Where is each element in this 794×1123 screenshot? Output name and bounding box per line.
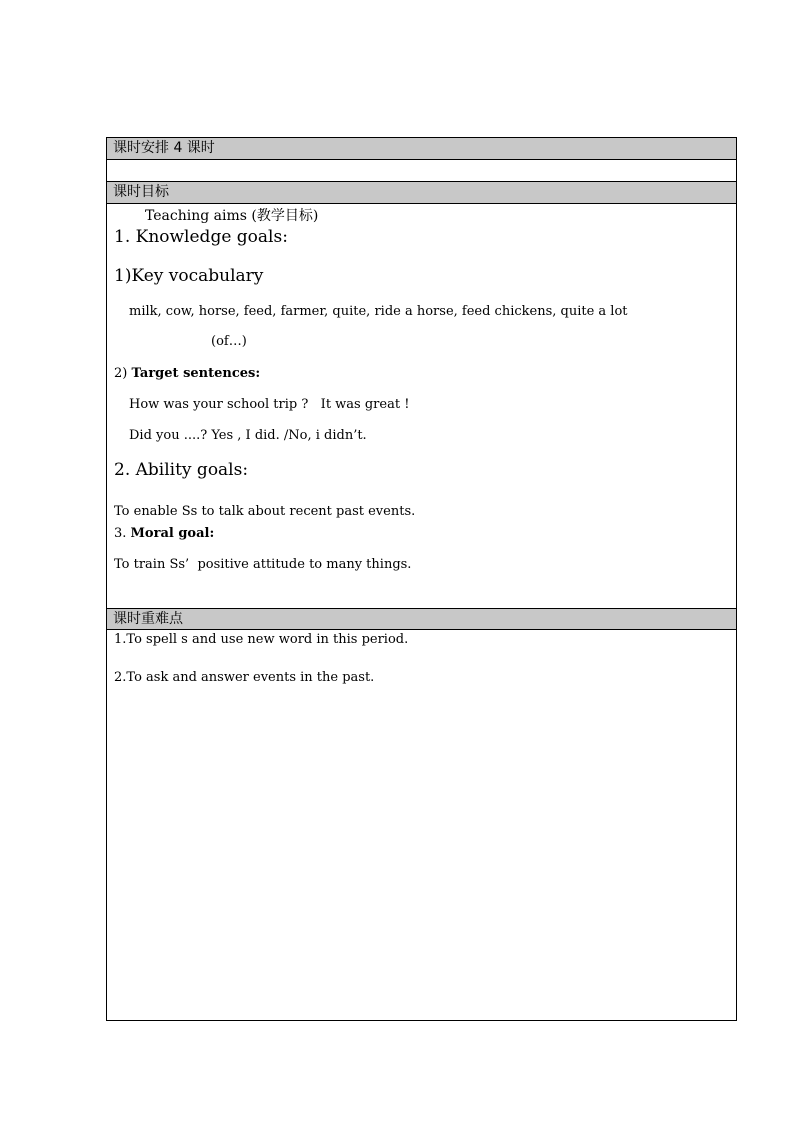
schedule-text: 课时安排 4 课时	[113, 140, 215, 156]
schedule-row	[107, 138, 736, 160]
target-sentences-number: 2)	[114, 366, 128, 381]
key-points-section-title: 课时重难点	[113, 611, 183, 627]
target-sentences-label: Target sentences:	[131, 366, 261, 381]
lesson-number-row	[107, 160, 736, 182]
vocabulary-list-line-2: (of…)	[211, 334, 247, 349]
moral-goal-heading	[114, 526, 214, 541]
ability-goals-text: To enable Ss to talk about recent past events.	[114, 504, 416, 519]
moral-goal-number: 3.	[114, 526, 127, 541]
vocabulary-list-line-1: milk, cow, horse, feed, farmer, quite, ride a horse, feed chickens, quite a lot	[129, 304, 628, 319]
aims-section-header	[107, 182, 736, 204]
target-sentence-1: How was your school trip ? It was great !	[129, 397, 410, 412]
ability-goals-heading: 2. Ability goals:	[114, 460, 249, 480]
key-vocabulary-heading: 1)Key vocabulary	[114, 266, 264, 286]
target-sentence-2: Did you ....? Yes , I did. /No, i didn’t.	[129, 428, 367, 443]
target-sentences-heading	[114, 366, 260, 381]
teaching-aims-intro: Teaching aims (教学目标)	[145, 208, 319, 224]
key-point-2: 2.To ask and answer events in the past.	[114, 670, 375, 685]
aims-section-title: 课时目标	[113, 184, 169, 200]
key-points-section-header	[107, 608, 736, 630]
key-point-1: 1.To spell s and use new word in this period.	[114, 632, 409, 647]
lesson-plan-table	[106, 137, 737, 1021]
moral-goal-text: To train Ss’ positive attitude to many things.	[114, 557, 412, 572]
knowledge-goals-heading: 1. Knowledge goals:	[114, 227, 288, 247]
moral-goal-label: Moral goal:	[130, 526, 215, 541]
